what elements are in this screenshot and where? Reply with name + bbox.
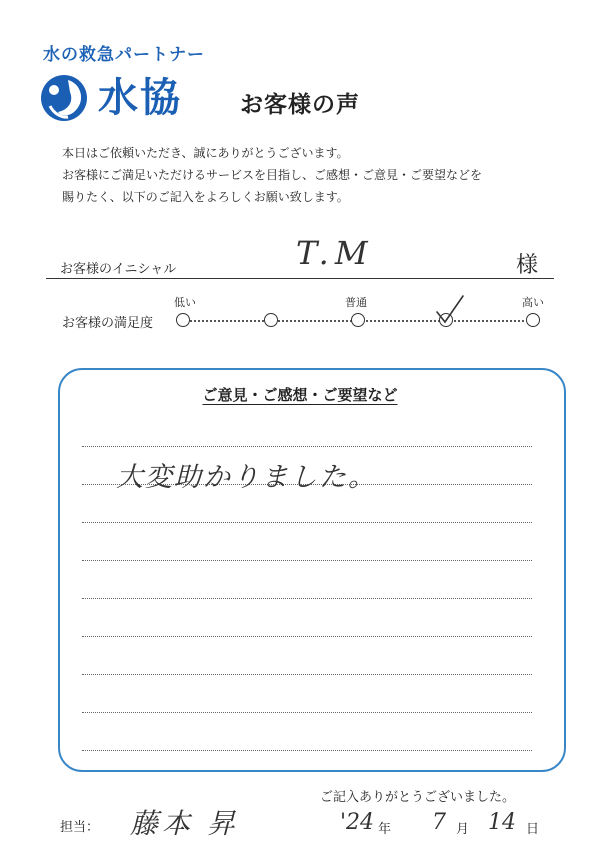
date-day: 14 [488, 810, 516, 835]
date-year: '24 [340, 810, 375, 835]
writing-line [82, 750, 532, 751]
initials-label: お客様のイニシャル [60, 262, 177, 277]
form-title: お客様の声 [240, 92, 360, 118]
satisfaction-option-5[interactable] [526, 313, 540, 327]
writing-line [82, 674, 532, 675]
writing-line [82, 560, 532, 561]
writing-line [82, 598, 532, 599]
scale-high-label: 高い [522, 296, 544, 309]
date-day-unit: 日 [526, 822, 540, 837]
date-month-unit: 月 [456, 822, 470, 837]
date-month: 7 [432, 810, 446, 835]
thanks-message: ご記入ありがとうございました。 [320, 790, 516, 805]
satisfaction-check-mark-icon [431, 292, 467, 328]
intro-line: お客様にご満足いただけるサービスを目指し、ご感想・ご意見・ご要望などを [62, 168, 483, 182]
writing-line [82, 712, 532, 713]
intro-line: 本日はご依頼いただき、誠にありがとうございます。 [62, 146, 349, 160]
feedback-comment: 大変助かりました。 [116, 462, 377, 493]
writing-line [82, 522, 532, 523]
intro-line: 賜りたく、以下のご記入をよろしくお願い致します。 [62, 190, 349, 204]
initials-value: T.M [296, 234, 374, 272]
date-year-unit: 年 [378, 822, 392, 837]
initials-underline [46, 278, 554, 279]
brand-tagline: 水の救急パートナー [43, 45, 205, 65]
intro-text [62, 142, 562, 208]
scale-mid-label: 普通 [345, 296, 367, 309]
honorific-suffix: 様 [516, 253, 539, 278]
writing-line [82, 446, 532, 447]
staff-name: 藤本 昇 [130, 807, 239, 840]
brand-logo-text: 水協 [98, 75, 182, 121]
feedback-title: ご意見・ご感想・ご要望など [202, 386, 398, 404]
scale-low-label: 低い [174, 296, 196, 309]
satisfaction-option-2[interactable] [264, 313, 278, 327]
satisfaction-option-3[interactable] [351, 313, 365, 327]
water-drop-logo-icon [38, 72, 94, 124]
writing-line [82, 636, 532, 637]
satisfaction-label: お客様の満足度 [62, 316, 154, 331]
satisfaction-option-1[interactable] [176, 313, 190, 327]
staff-label: 担当： [60, 820, 100, 835]
